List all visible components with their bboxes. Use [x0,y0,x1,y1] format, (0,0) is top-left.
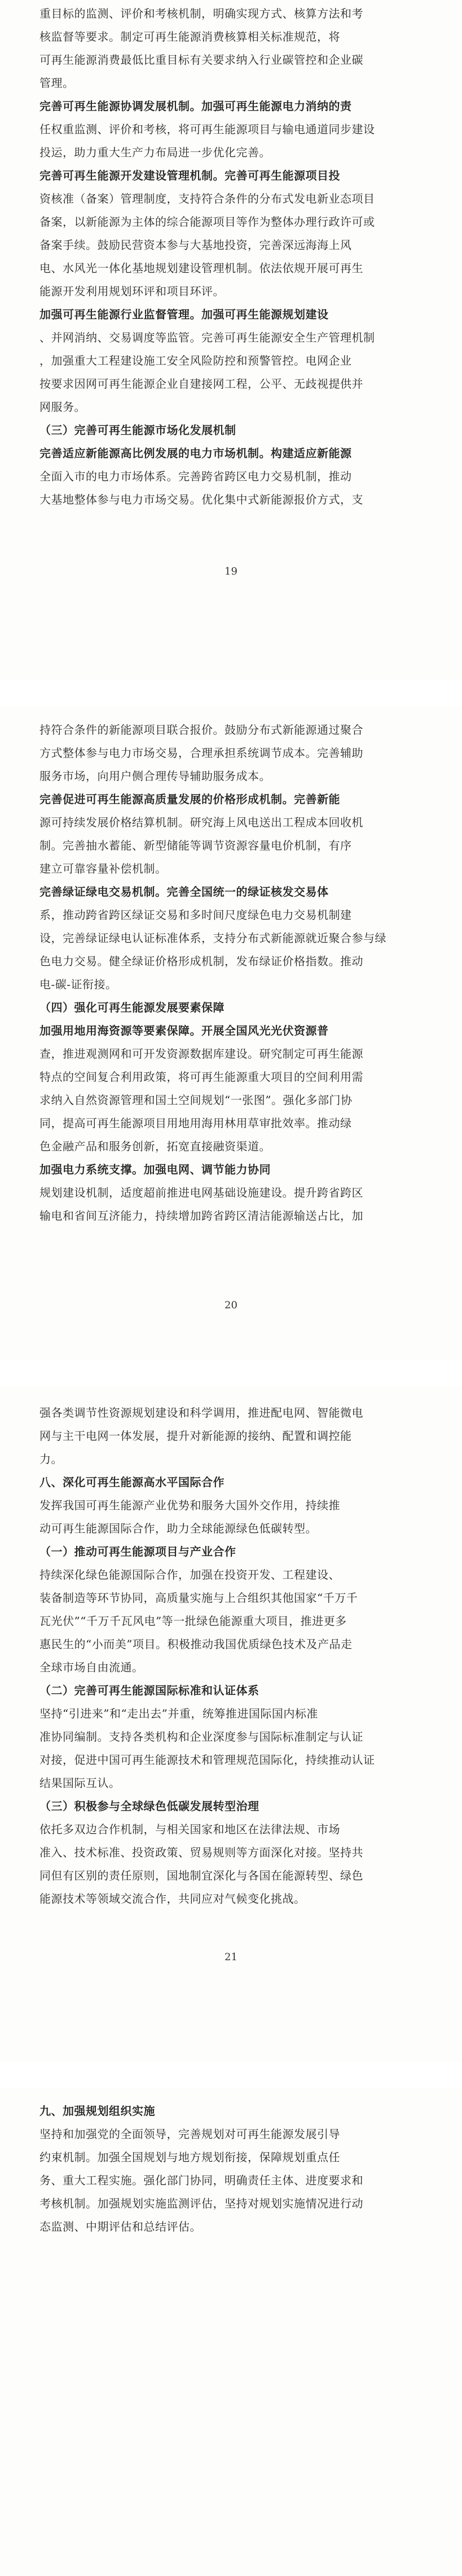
text-line: 核监督等要求。制定可再生能源消费核算相关标准规范，将 [39,30,340,43]
text-line: 能源技术等领域交流合作，共同应对气候变化挑战。 [39,1892,306,1905]
page-number: 20 [225,1299,237,1311]
text-line: 准入、技术标准、投资政策、贸易规则等方面深化对接。坚持共 [39,1846,363,1859]
page-body [39,2100,423,2238]
text-line: 态监测、中期评估和总结评估。 [39,2220,201,2233]
text-line: 考核机制。加强规划实施监测评估，坚持对规划实施情况进行动 [39,2197,363,2210]
heading-line: （四）强化可再生能源发展要素保障 [39,1001,225,1014]
heading-line: 加强可再生能源行业监督管理。加强可再生能源规划建设 [39,308,329,321]
text-line: 约束机制。加强全国规划与地方规划衔接，保障规划重点任 [39,2150,340,2164]
text-line: 方式整体参与电力市场交易，合理承担系统调节成本。完善辅助 [39,746,363,760]
text-line: 按要求因网可再生能源企业自建接网工程，公平、无歧视提供并 [39,377,363,391]
text-line: 强各类调节性资源规划建设和科学调用，推进配电网、智能微电 [39,1406,363,1420]
text-line: 设，完善绿证绿电认证标准体系，支持分布式新能源就近聚合参与绿 [39,931,386,945]
page-gap [0,2061,462,2088]
text-line: 结果国际互认。 [39,1776,121,1790]
text-line: 惠民生的“小而美”项目。积极推动我国优质绿色技术及产品走 [39,1637,353,1651]
document-page-21 [0,1387,462,2061]
text-line: 同但有区别的责任原则，国地制宜深化与各国在能源转型、绿色 [39,1869,363,1882]
heading-line: 加强用地用海资源等要素保障。开展全国风光光伏资源普 [39,1024,329,1037]
text-line: 服务市场，向用户侧合理传导辅助服务成本。 [39,769,271,783]
heading-line: （三）积极参与全球绿色低碳发展转型治理 [39,1799,259,1813]
page-body [39,719,423,1228]
text-line: 装备制造等环节协同，高质量实施与上合组织其他国家“千万千 [39,1591,358,1605]
text-line: 色电力交易。健全绿证价格形成机制，发布绿证价格指数。推动 [39,954,363,968]
page-body [39,1401,423,1911]
text-line: 依托多双边合作机制，与相关国家和地区在法律法规、市场 [39,1823,340,1836]
heading-line: 完善适应新能源高比例发展的电力市场机制。构建适应新能源 [39,446,352,460]
heading-line: 完善绿证绿电交易机制。完善全国统一的绿证核发交易体 [39,885,329,899]
text-line: 求纳入自然资源管理和国土空间规划“一张图”。强化多部门协 [39,1093,353,1107]
text-line: 全球市场自由流通。 [39,1661,144,1674]
text-line: 规划建设机制，适度超前推进电网基础设施建设。提升跨省跨区 [39,1186,363,1199]
text-line: 务、重大工程实施。强化部门协同，明确责任主体、进度要求和 [39,2174,363,2187]
heading-line: （二）完善可再生能源国际标准和认证体系 [39,1684,259,1697]
text-line: 发挥我国可再生能源产业优势和服务大国外交作用，持续推 [39,1499,340,1512]
text-line: 瓦光伏”“千万千瓦风电”等一批绿色能源重大项目，推进更多 [39,1614,347,1628]
text-line: 资核准（备案）管理制度，支持符合条件的分布式发电新业态项目 [39,192,375,205]
text-line: 源可持续发展价格结算机制。研究海上风电送出工程成本回收机 [39,816,363,829]
text-line: 网服务。 [39,400,86,414]
text-line: 全面入市的电力市场体系。完善跨省跨区电力交易机制，推动 [39,470,352,483]
page-gap [0,1360,462,1387]
text-line: 系，推动跨省跨区绿证交易和多时间尺度绿色电力交易机制建 [39,908,352,922]
text-line: 备案手续。鼓励民营资本参与大基地投资，完善深远海海上风 [39,238,352,252]
text-line: 准协同编制。支持各类机构和企业深度参与国际标准制定与认证 [39,1730,363,1743]
text-line: 持续深化绿色能源国际合作，加强在投资开发、工程建设、 [39,1568,340,1581]
document-page-19 [0,0,462,680]
text-line: 制。完善抽水蓄能、新型储能等调节资源容量电价机制，有序 [39,839,352,852]
page-body [39,2,423,511]
text-line: 建立可靠容量补偿机制。 [39,862,167,875]
text-line: 投运，助力重大生产力布局进一步优化完善。 [39,146,271,159]
text-line: 管理。 [39,76,74,90]
page-gap [0,680,462,707]
text-line: 力。 [39,1452,63,1466]
heading-line: 完善可再生能源开发建设管理机制。完善可再生能源项目投 [39,169,340,182]
text-line: ，加强重大工程建设施工安全风险防控和预警管控。电网企业 [39,354,352,367]
text-line: 动可再生能源国际合作，助力全球能源绿色低碳转型。 [39,1522,317,1535]
document-page-20 [0,707,462,1360]
text-line: 重目标的监测、评价和考核机制，明确实现方式、核算方法和考 [39,7,363,20]
page-number: 19 [225,566,237,577]
text-line: 备案，以新能源为主体的综合能源项目等作为整体办理行政许可或 [39,215,375,229]
text-line: 坚持和加强党的全面领导，完善规划对可再生能源发展引导 [39,2127,340,2141]
heading-line: 九、加强规划组织实施 [39,2104,155,2118]
text-line: 电-碳-证衔接。 [39,978,117,991]
text-line: 对接，促进中国可再生能源技术和管理规范国际化，持续推动认证 [39,1753,375,1767]
text-line: 电、水风光一体化基地规划建设管理机制。依法依规开展可再生 [39,261,363,275]
text-line: 输电和省间互济能力，持续增加跨省跨区清洁能源输送占比，加 [39,1209,363,1223]
text-line: 大基地整体参与电力市场交易。优化集中式新能源报价方式，支 [39,493,363,506]
text-line: 坚持“引进来”和“走出去”并重，统筹推进国际国内标准 [39,1707,318,1720]
text-line: 网与主干电网一体发展，提升对新能源的接纳、配置和调控能 [39,1429,352,1443]
text-line: 、并网消纳、交易调度等监管。完善可再生能源安全生产管理机制 [39,331,375,344]
text-line: 查，推进观测网和可开发资源数据库建设。研究制定可再生能源 [39,1047,363,1061]
text-line: 持符合条件的新能源项目联合报价。鼓励分布式新能源通过聚合 [39,723,363,737]
text-line: 特点的空间复合利用政策，将可再生能源重大项目的空间利用需 [39,1070,363,1084]
heading-line: （一）推动可再生能源项目与产业合作 [39,1545,236,1558]
text-line: 任权重监测、评价和考核，将可再生能源项目与输电通道同步建设 [39,122,375,136]
text-line: 可再生能源消费最低比重目标有关要求纳入行业碳管控和企业碳 [39,53,363,67]
heading-line: 加强电力系统支撑。加强电网、调节能力协同 [39,1163,271,1176]
heading-line: 八、深化可再生能源高水平国际合作 [39,1475,225,1489]
document-page-22 [0,2088,462,2576]
text-line: 能源开发利用规划环评和项目环评。 [39,284,225,298]
page-number: 21 [225,1951,237,1963]
text-line: 同，提高可再生能源项目用地用海用林用草审批效率。推动绿 [39,1116,352,1130]
heading-line: （三）完善可再生能源市场化发展机制 [39,423,236,437]
text-line: 色金融产品和服务创新，拓宽直接融资渠道。 [39,1140,271,1153]
heading-line: 完善可再生能源协调发展机制。加强可再生能源电力消纳的责 [39,99,352,113]
heading-line: 完善促进可再生能源高质量发展的价格形成机制。完善新能 [39,792,340,806]
